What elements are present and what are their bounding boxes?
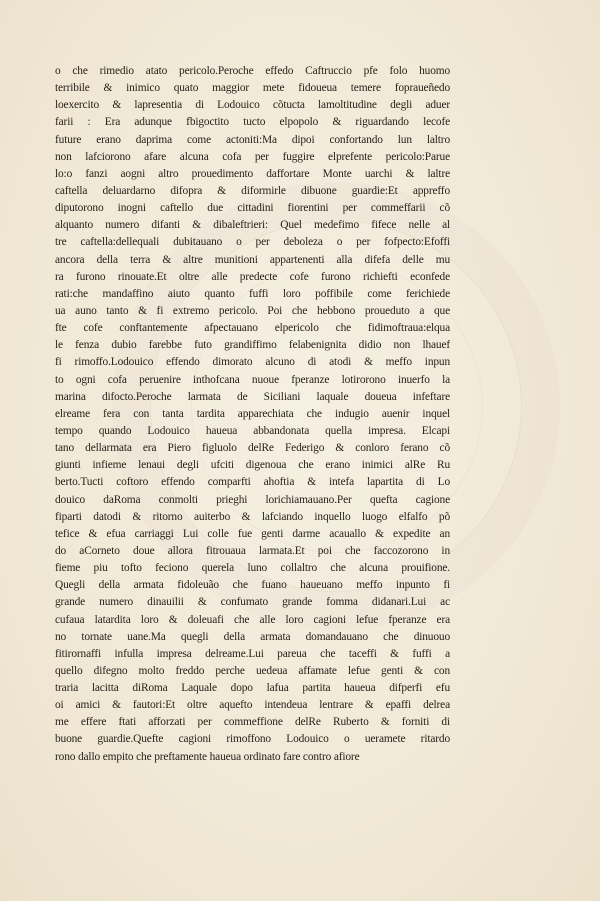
text-line: loexercito & lapresentia di Lodouico cõtucta lamoltitudine degli aduer <box>55 99 450 112</box>
text-line: Quegli della armata fidoleuão che fuano haueuano meffo inpunto fi <box>55 579 450 592</box>
text-line: buone guardie.Quefte cagioni rimoffono Lodouico o ueramete ritardo <box>55 733 450 746</box>
text-line: oi amici & fautori:Et oltre aquefto intendeua lentrare & epaffi delrea <box>55 699 450 712</box>
text-line: le fenza dubio farebbe futo grandiffimo felabenignita didio non lhauef <box>55 339 450 352</box>
text-line: future erano daprima come actoniti:Ma dipoi confortando lun laltro <box>55 133 450 146</box>
text-line: rono dallo empito che preftamente haueua ordinato fare contro afiore <box>55 750 360 763</box>
text-line: fitirornaffi infulla impresa delreame.Lui pareua che taceffi & fuffi a <box>55 647 450 660</box>
text-block <box>55 63 450 766</box>
text-line: tano dellarmata era Piero figluolo delRe Federigo & conloro ferano cõ <box>55 442 450 455</box>
text-line: me effere ftati afforzati per commeffione delRe Ruberto & forniti di <box>55 716 450 729</box>
text-line: tre caftella:dellequali dubitauano o per deboleza o per fofpecto:Efoffi <box>55 236 450 249</box>
text-line: fiparti datodi & ritorno auiterbo & lafciando inquello luogo elfalfo põ <box>55 510 450 523</box>
text-line: do aCorneto doue allora fitrouaua larmata.Et poi che faccozorono in <box>55 544 450 557</box>
text-line: lo:o fanzi aogni altro prouedimento daffortare Monte uarchi & laltre <box>55 167 450 180</box>
text-line: rati:che mandaffino aiuto quanto fuffi loro poffibile come ferichiede <box>55 287 450 300</box>
text-line: o che rimedio atato pericolo.Peroche effedo Caftruccio pfe folo huomo <box>55 65 450 77</box>
text-line: farii : Era adunque fbigoctito tucto elpopolo & riguardando lecofe <box>55 116 450 129</box>
text-line: giunti infieme lenaui degli ufciti digenoua che erano inimici alRe Ru <box>55 459 450 472</box>
text-line: ua auno tanto & fi extremo pericolo. Poi che hebbono proueduto a que <box>55 304 450 317</box>
text-line: berto.Tucti coftoro effendo comparfti ahoftia & intefa lapartita di Lo <box>55 476 450 489</box>
text-line: diputorono inogni caftello due cittadini fiorentini per commeffarii cõ <box>55 202 450 215</box>
text-line: ra furono rinouate.Et oltre alle predecte cofe furono richiefti econfede <box>55 270 450 283</box>
text-line: fieme piu tofto feciono querela luno collaltro che alcuna prouifione. <box>55 562 450 575</box>
text-line: caftella deluardarno difopra & diformirle dibuone guardie:Et appreffo <box>55 184 450 197</box>
text-line: no tornate uane.Ma quegli della armata domandauano che dinuouo <box>55 630 450 643</box>
text-line: to ogni cofa peruenire inthofcana nuoue fperanze lotirorono inuerfo la <box>55 373 450 386</box>
text-line: ancora della terra & altre munitioni appartenenti alla difefa delle mu <box>55 253 450 266</box>
text-line: grande numero dinauilii & confumato grande fomma didanari.Lui ac <box>55 596 450 609</box>
text-line: traria lacitta diRoma Laquale dopo lafua partita haueua difperfi efu <box>55 682 450 695</box>
text-line: fte cofe conftantemente afpectauano elpericolo che fidimoftraua:elqua <box>55 322 450 335</box>
text-line: tempo quando Lodouico haueua abbandonata quella impresa. Elcapi <box>55 424 450 437</box>
text-line: quello difegno molto freddo perche uedeua affamate lefue genti & con <box>55 664 450 677</box>
text-line: douico daRoma conmolti prieghi lorichiamauano.Per quefta cagione <box>55 493 450 506</box>
text-line: cufaua latardita loro & doleuafi che alle loro cagioni lefue fperanze era <box>55 613 450 626</box>
text-line: marina difocto.Peroche larmata de Siciliani laquale doueua infeftare <box>55 390 450 403</box>
text-line: alquanto numero difanti & dibaleftrieri: Quel medefimo fifece nelle al <box>55 219 450 232</box>
text-line: elreame fera con tanta tardita apparechiata che indugio auenir inquel <box>55 407 450 420</box>
text-line: terribile & inimico quato maggior mete fidoueua temere fopraueñedo <box>55 82 450 95</box>
text-line: non lafciorono afare alcuna cofa per fuggire elprefente pericolo:Parue <box>55 150 450 163</box>
text-line: fi rimoffo.Lodouico effendo dimorato alcuno di atodi & meffo inpun <box>55 356 450 369</box>
text-line: tefice & efua carriaggi Lui colle fue genti darme acauallo & expedite an <box>55 527 450 540</box>
